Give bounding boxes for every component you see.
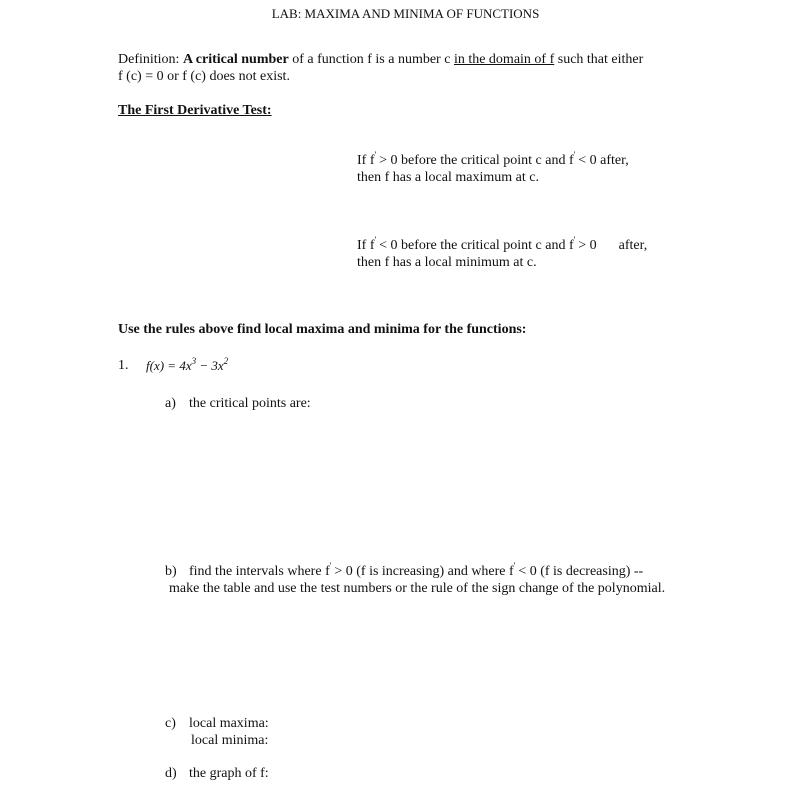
part-d-text [189,765,269,782]
part-a-text [189,395,311,412]
local-minima-label: local minima: [191,733,269,748]
definition-underlined: in the domain of f [453,52,555,67]
first-derivative-test-heading [118,102,272,119]
part-b-a: find the intervals where f [189,564,330,579]
part-c-line-2 [191,732,268,749]
instructions [118,321,526,338]
part-b-instructions: make the table and use the test numbers or the rule of the sign change of the polynomial. [169,581,666,596]
prime-mark: ' [573,150,576,160]
rule-max-c: < 0 after, [578,153,629,168]
definition-line-2 [118,68,290,85]
definition-suffix: such that either [554,52,644,67]
prime-mark: ' [513,561,516,571]
part-b-line-1 [189,563,643,580]
part-a-prompt: the critical points are: [189,396,311,411]
rule-max-conclusion: then f has a local maximum at c. [357,170,539,185]
part-c-line-1 [189,715,269,732]
function-exp-1: 3 [191,356,197,366]
prime-mark: ' [573,235,576,245]
prime-mark: ' [329,561,332,571]
rule-min-line-2 [357,254,537,271]
part-c-letter: c) [165,716,176,731]
part-b-c: < 0 (f is decreasing) -- [518,564,644,579]
page-title [0,5,811,22]
rule-min-d: after, [618,238,648,253]
definition-term: A critical number [182,52,289,67]
rule-max-b: > 0 before the critical point c and f [379,153,574,168]
rule-min-conclusion: then f has a local minimum at c. [357,255,537,270]
definition-line-1 [118,51,643,68]
part-b-label [165,563,177,580]
function-exp-2: 2 [223,356,229,366]
local-maxima-label: local maxima: [189,716,269,731]
definition-line2-text: f (c) = 0 or f (c) does not exist. [118,69,290,84]
title-text: LAB: MAXIMA AND MINIMA OF FUNCTIONS [271,6,540,21]
problem-1-function [146,357,228,374]
instructions-text: Use the rules above find local maxima and minima for the functions: [118,322,527,337]
prime-mark: ' [374,235,377,245]
problem-number: 1. [118,358,129,373]
rule-max-line-1 [357,152,629,169]
rule-max-line-2 [357,169,539,186]
part-b-line-2 [169,580,665,597]
part-a-letter: a) [165,396,176,411]
part-a-label [165,395,176,412]
rule-min-a: If f [357,238,375,253]
part-d-label [165,765,177,782]
rule-min-b: < 0 before the critical point c and f [379,238,574,253]
part-c-label [165,715,176,732]
heading-text: The First Derivative Test: [118,103,272,118]
part-d-prompt: the graph of f: [189,766,269,781]
part-b-letter: b) [165,564,177,579]
function-lhs: f(x) = 4x [146,358,192,373]
part-b-b: > 0 (f is increasing) and where f [334,564,514,579]
definition-prefix: Definition: [118,52,183,67]
part-d-letter: d) [165,766,177,781]
rule-max-a: If f [357,153,375,168]
prime-mark: ' [374,150,377,160]
definition-middle: of a function f is a number c [288,52,454,67]
function-mid: − 3x [196,358,224,373]
problem-1-number [118,357,129,374]
rule-min-line-1 [357,237,647,254]
rule-min-c: > 0 [578,238,597,253]
